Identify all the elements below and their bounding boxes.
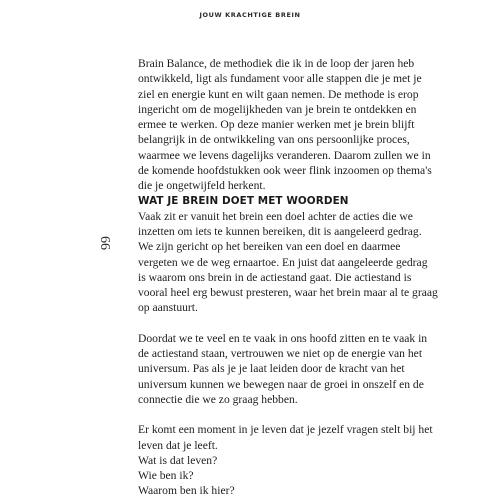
- question-line: Wie ben ik?: [138, 469, 194, 483]
- body-text: [138, 56, 438, 499]
- intro-paragraph: Brain Balance, de methodiek die ik in de loop der jaren heb ontwikkeld, ligt als fundament voor alle stappen die je met je ziel en energie kunt en wilt gaan nemen. De methode is erop ingericht om de mogelijkheden van je brein te ontdekken en ermee te werken. Op deze manier werken met je brein blijft belangrijk in de ontwikkeling van ons persoonlijke proces, waarmee we levens dagelijks veranderen. Daarom zullen we in de komende hoofdstukken ook weer flink inzoomen op thema's die je ongetwijfeld herkent.: [138, 57, 432, 193]
- section-paragraph-1: Vaak zit er vanuit het brein een doel achter de acties die we inzetten om iets te kunnen bereiken, dit is aangeleerd gedrag. We zijn gericht op het bereiken van een doel en daarmee vergeten we de weg ernaartoe. En juist dat aangeleerde gedrag is waarom ons brein in de actiestand gaat. Die actiestand is vooral heel erg bewust presteren, waar het brein maar al te graag op aanstuurt.: [138, 209, 438, 315]
- section-paragraph-3: Er komt een moment in je leven dat je jezelf vragen stelt bij het leven dat je leeft.: [138, 423, 433, 452]
- running-header: JOUW KRACHTIGE BREIN: [199, 11, 301, 19]
- question-line: Wat is dat leven?: [138, 453, 218, 467]
- page-number: 66: [97, 236, 112, 250]
- section-heading: WAT JE BREIN DOET MET WOORDEN: [138, 194, 349, 207]
- question-line: Waarom ben ik hier?: [138, 484, 235, 498]
- section-paragraph-2: Doordat we te veel en te vaak in ons hoofd zitten en te vaak in de actiestand staan, vertrouwen we niet op de energie van het universum. Pas als je je laat leiden door de kracht van het universum kunnen we bewegen naar de groei in onszelf en de connectie die we zo graag hebben.: [138, 331, 428, 406]
